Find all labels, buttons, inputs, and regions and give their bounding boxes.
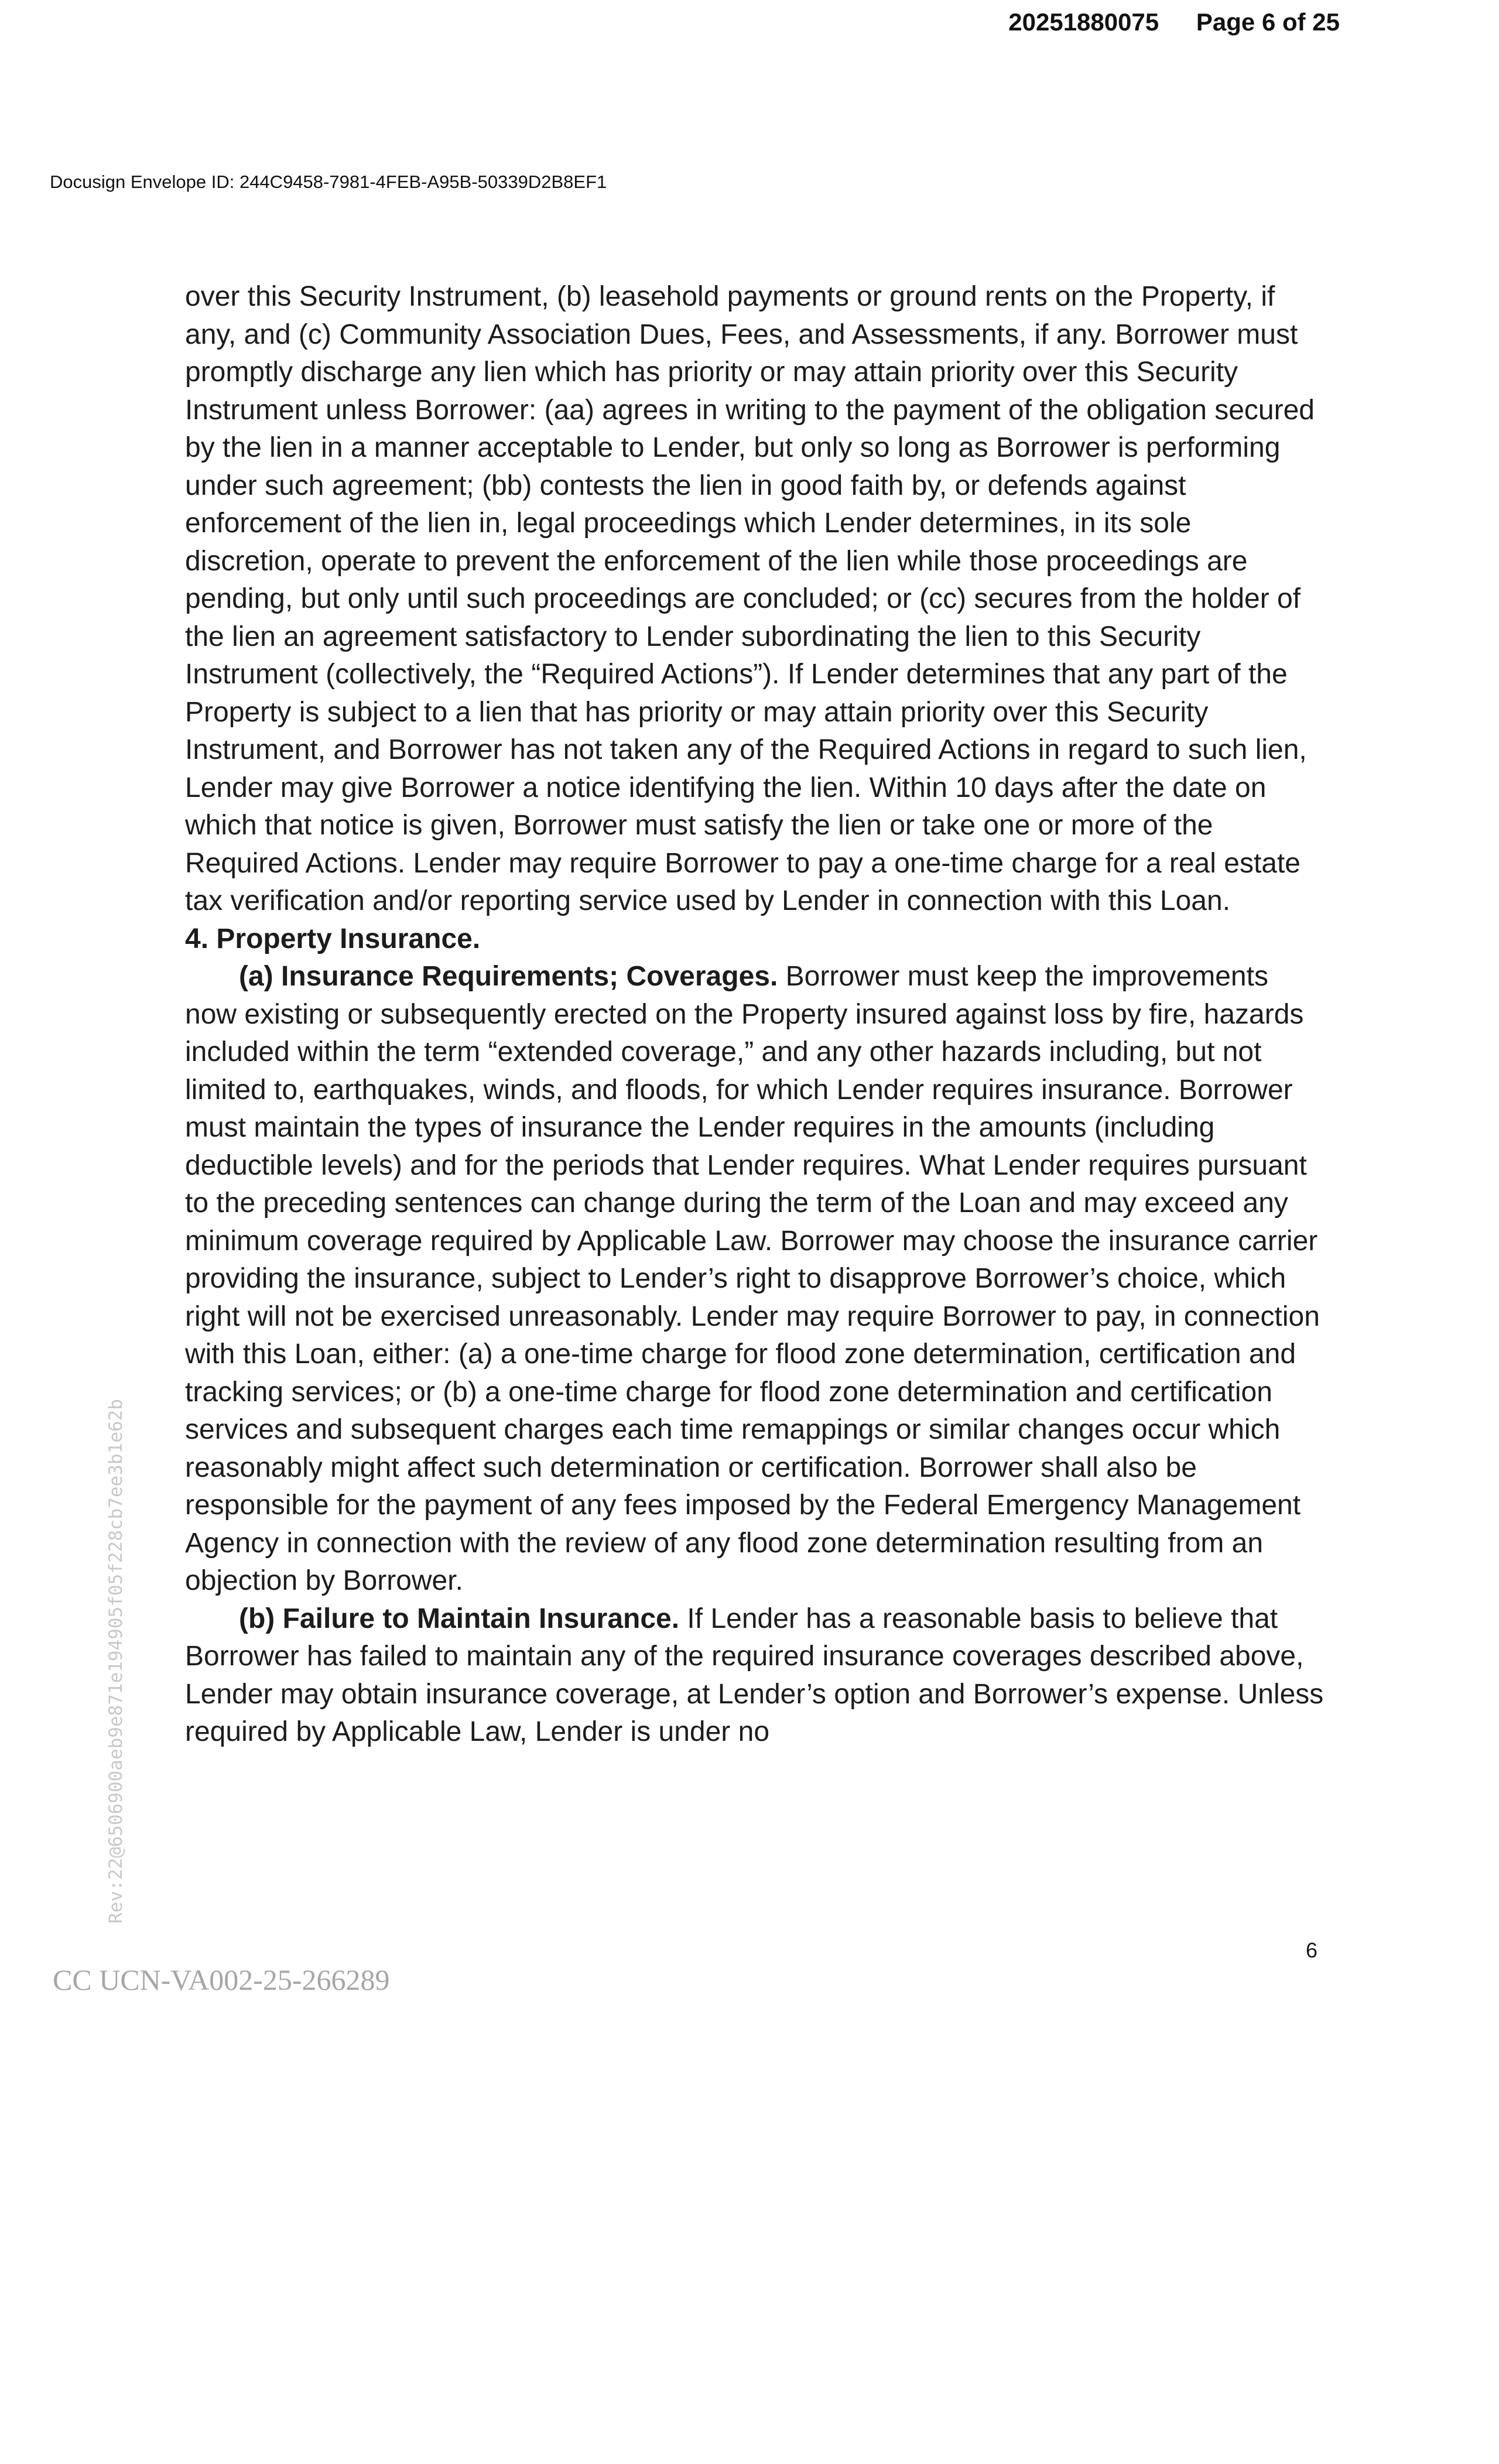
subsection-b-paragraph [185, 1600, 1327, 1751]
subsection-a-heading: (a) Insurance Requirements; Coverages. [239, 961, 778, 992]
document-body [185, 278, 1327, 1751]
page-number: 6 [1306, 1938, 1318, 1962]
subsection-b-heading: (b) Failure to Maintain Insurance. [239, 1603, 680, 1634]
continuation-paragraph: over this Security Instrument, (b) leasehold payments or ground rents on the Property, if any, and (c) Community Association Dues, Fees, and Assessments, if any. Borrower must promptly discharge any lien which has priority or may attain priority over this Security Instrument unless Borrower: (aa) agrees in writing to the payment of the obligation secured by the lien in a manner acceptable to Lender, but only so long as Borrower is performing under such agreement; (bb) contests the lien in good faith by, or defends against enforcement of the lien in, legal proceedings which Lender determines, in its sole discretion, operate to prevent the enforcement of the lien while those proceedings are pending, but only until such proceedings are concluded; or (cc) secures from the holder of the lien an agreement satisfactory to Lender subordinating the lien to this Security Instrument (collectively, the “Required Actions”). If Lender determines that any part of the Property is subject to a lien that has priority or may attain priority over this Security Instrument, and Borrower has not taken any of the Required Actions in regard to such lien, Lender may give Borrower a notice identifying the lien. Within 10 days after the date on which that notice is given, Borrower must satisfy the lien or take one or more of the Required Actions. Lender may require Borrower to pay a one-time charge for a real estate tax verification and/or reporting service used by Lender in connection with this Loan. [185, 281, 1315, 916]
docusign-envelope-id: Docusign Envelope ID: 244C9458-7981-4FEB-A95B-50339D2B8EF1 [50, 172, 607, 192]
recording-stamp: CC UCN-VA002-25-266289 [53, 1963, 390, 1996]
subsection-a-text: Borrower must keep the improvements now existing or subsequently erected on the Property insured against loss by fire, hazards included within the term “extended coverage,” and any other hazards including, but not limited to, earthquakes, winds, and floods, for which Lender requires insurance. Borrower must maintain the types of insurance the Lender requires in the amounts (including deductible levels) and for the periods that Lender requires. What Lender requires pursuant to the preceding sentences can change during the term of the Loan and may exceed any minimum coverage required by Applicable Law. Borrower may choose the insurance carrier providing the insurance, subject to Lender’s right to disapprove Borrower’s choice, which right will not be exercised unreasonably. Lender may require Borrower to pay, in connection with this Loan, either: (a) a one-time charge for flood zone determination, certification and tracking services; or (b) a one-time charge for flood zone determination and certification services and subsequent charges each time remappings or similar changes occur which reasonably might affect such determination or certification. Borrower shall also be responsible for the payment of any fees imposed by the Federal Emergency Management Agency in connection with the review of any flood zone determination resulting from an objection by Borrower. [185, 961, 1320, 1596]
subsection-a-paragraph [185, 958, 1327, 1600]
subsection-b-text: If Lender has a reasonable basis to believe that Borrower has failed to maintain any of the required insurance coverages described above, Lender may obtain insurance coverage, at Lender’s option and Borrower’s expense. Unless required by Applicable Law, Lender is under no [185, 1603, 1324, 1747]
document-number: 20251880075 [1008, 8, 1159, 36]
revision-watermark: Rev:22@6506900aeb9e871e194905f05f228cb7ee3b1e62b [105, 1399, 126, 1924]
section-4-heading: 4. Property Insurance. [185, 923, 481, 954]
page-indicator: Page 6 of 25 [1196, 8, 1340, 36]
recording-header [1008, 8, 1340, 36]
